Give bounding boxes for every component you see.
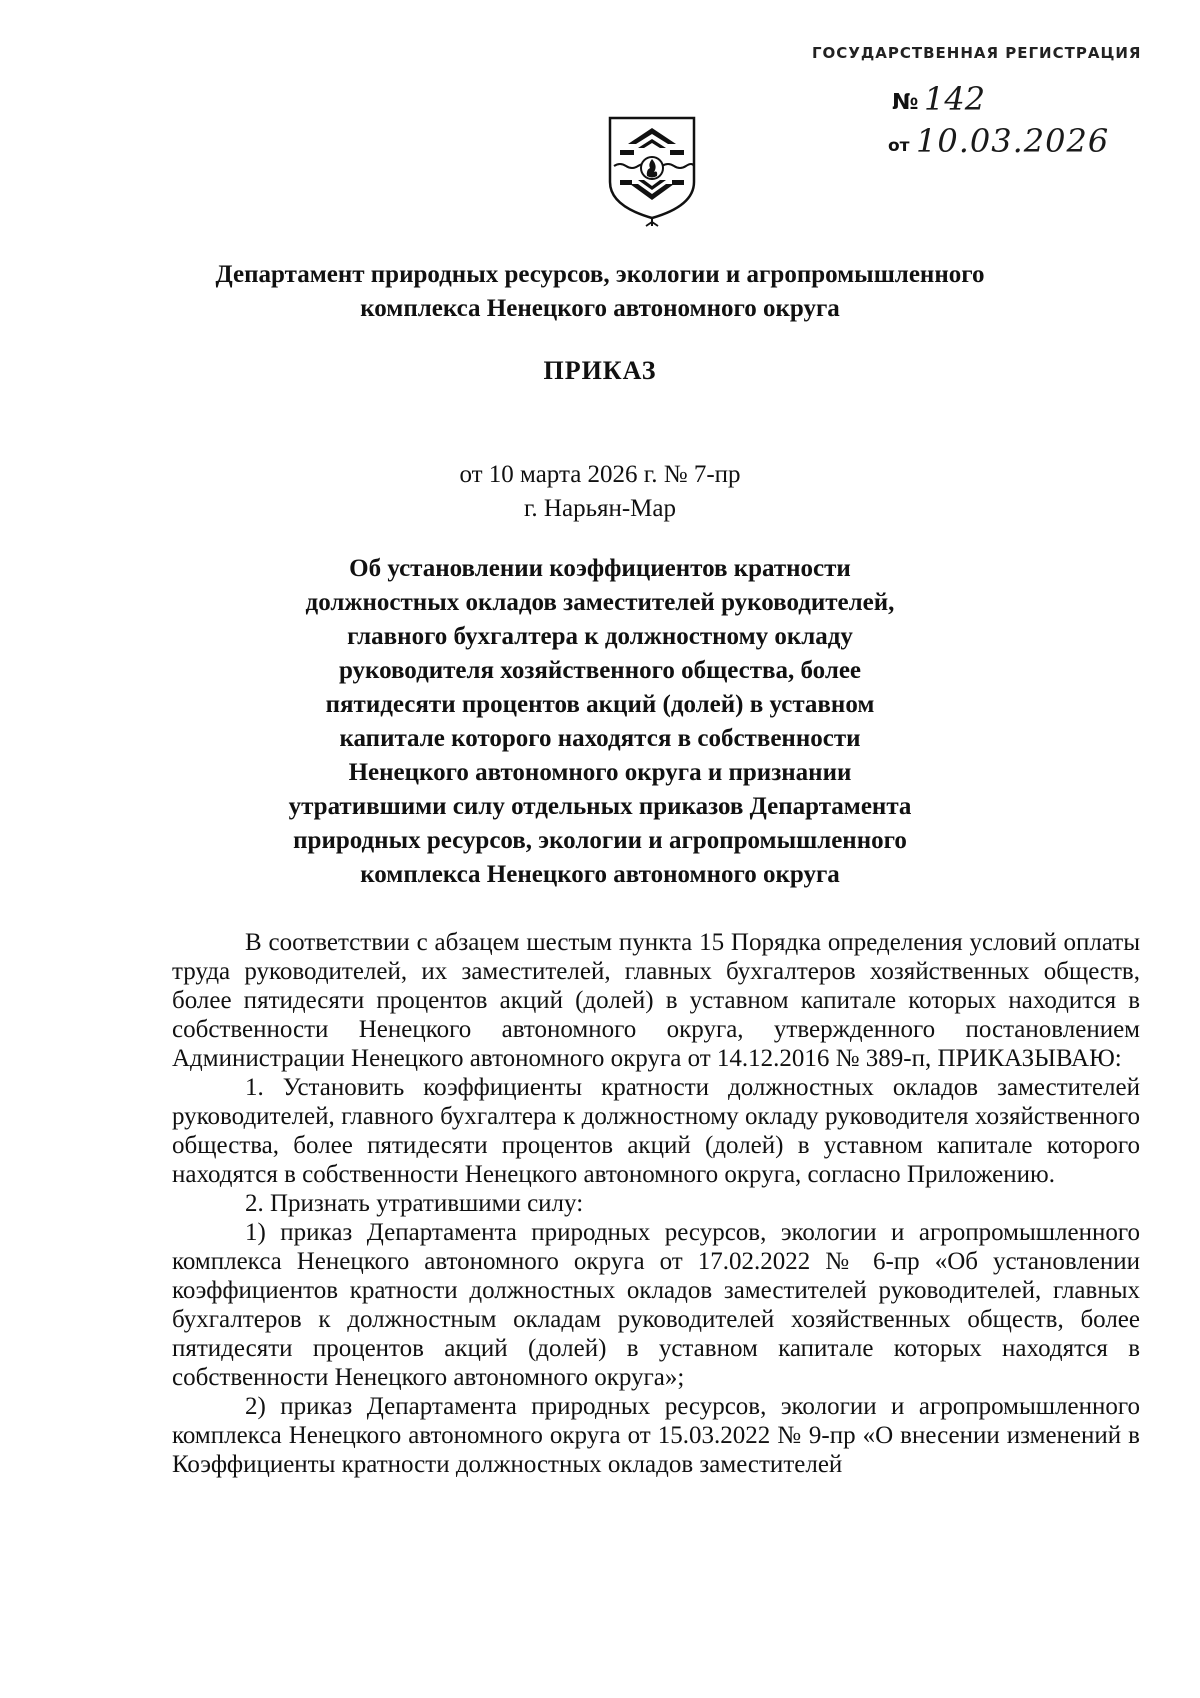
department-header bbox=[0, 258, 1200, 326]
document-body bbox=[172, 928, 1140, 1479]
subject-line: главного бухгалтера к должностному окладу bbox=[347, 623, 853, 650]
document-type: ПРИКАЗ bbox=[543, 356, 657, 385]
registration-stamp bbox=[812, 44, 1142, 164]
stamp-number-label: № bbox=[892, 90, 919, 115]
stamp-date-label: от bbox=[888, 136, 910, 156]
subject-line: пятидесяти процентов акций (долей) в уставном bbox=[325, 691, 875, 718]
subject-line: капитале которого находятся в собственности bbox=[339, 725, 861, 752]
preamble-paragraph: В соответствии с абзацем шестым пункта 15 Порядка определения условий оплаты труда руководителей, их заместителей, главных бухгалтеров хозяйственных обществ, более пятидесяти процентов акций (долей) в уставном капитале которых находится в собственности Ненецкого автономного округа, утвержденного постановлением Администрации Ненецкого автономного округа от 14.12.2016 № 389-п, ПРИКАЗЫВАЮ: bbox=[172, 929, 1140, 1072]
clause-2-item-2-paragraph: 2) приказ Департамента природных ресурсов, экологии и агропромышленного комплекса Ненецкого автономного округа от 15.03.2022 № 9-пр «О внесении изменений в Коэффициенты кратности должностных окладов заместителей bbox=[172, 1393, 1140, 1478]
subject-line: комплекса Ненецкого автономного округа bbox=[360, 861, 840, 888]
document-subject bbox=[0, 552, 1200, 892]
stamp-title: ГОСУДАРСТВЕННАЯ РЕГИСТРАЦИЯ bbox=[812, 44, 1142, 62]
department-header-line: Департамент природных ресурсов, экологии и агропромышленного bbox=[215, 261, 985, 288]
stamp-date: 10.03.2026 bbox=[916, 122, 1110, 160]
clause-2-item-1-paragraph: 1) приказ Департамента природных ресурсов, экологии и агропромышленного комплекса Ненецкого автономного округа от 17.02.2022 № 6-пр «Об установлении коэффициентов кратности должностных окладов заместителей руководителей, главных бухгалтеров к должностным окладам руководителей хозяйственных обществ, более пятидесяти процентов акций (долей) в уставном капитале которых находятся в собственности Ненецкого автономного округа»; bbox=[172, 1219, 1140, 1391]
subject-line: должностных окладов заместителей руководителей, bbox=[305, 589, 895, 616]
department-header-line: комплекса Ненецкого автономного округа bbox=[360, 295, 840, 322]
document-place: г. Нарьян-Мар bbox=[523, 495, 676, 522]
subject-line: природных ресурсов, экологии и агропромышленного bbox=[293, 827, 907, 854]
document-date-number: от 10 марта 2026 г. № 7-пр bbox=[459, 461, 741, 488]
subject-line: утратившими силу отдельных приказов Департамента bbox=[288, 793, 912, 820]
subject-line: Ненецкого автономного округа и признании bbox=[348, 759, 852, 786]
clause-1-paragraph: 1. Установить коэффициенты кратности должностных окладов заместителей руководителей, главного бухгалтера к должностному окладу руководителя хозяйственного общества, более пятидесяти процентов акций (долей) в уставном капитале которого находятся в собственности Ненецкого автономного округа, согласно Приложению. bbox=[172, 1074, 1140, 1188]
subject-line: Об установлении коэффициентов кратности bbox=[349, 555, 851, 582]
stamp-number: 142 bbox=[924, 80, 986, 118]
clause-2-paragraph: 2. Признать утратившими силу: bbox=[245, 1190, 584, 1217]
subject-line: руководителя хозяйственного общества, более bbox=[338, 657, 862, 684]
coat-of-arms-icon bbox=[602, 110, 702, 230]
